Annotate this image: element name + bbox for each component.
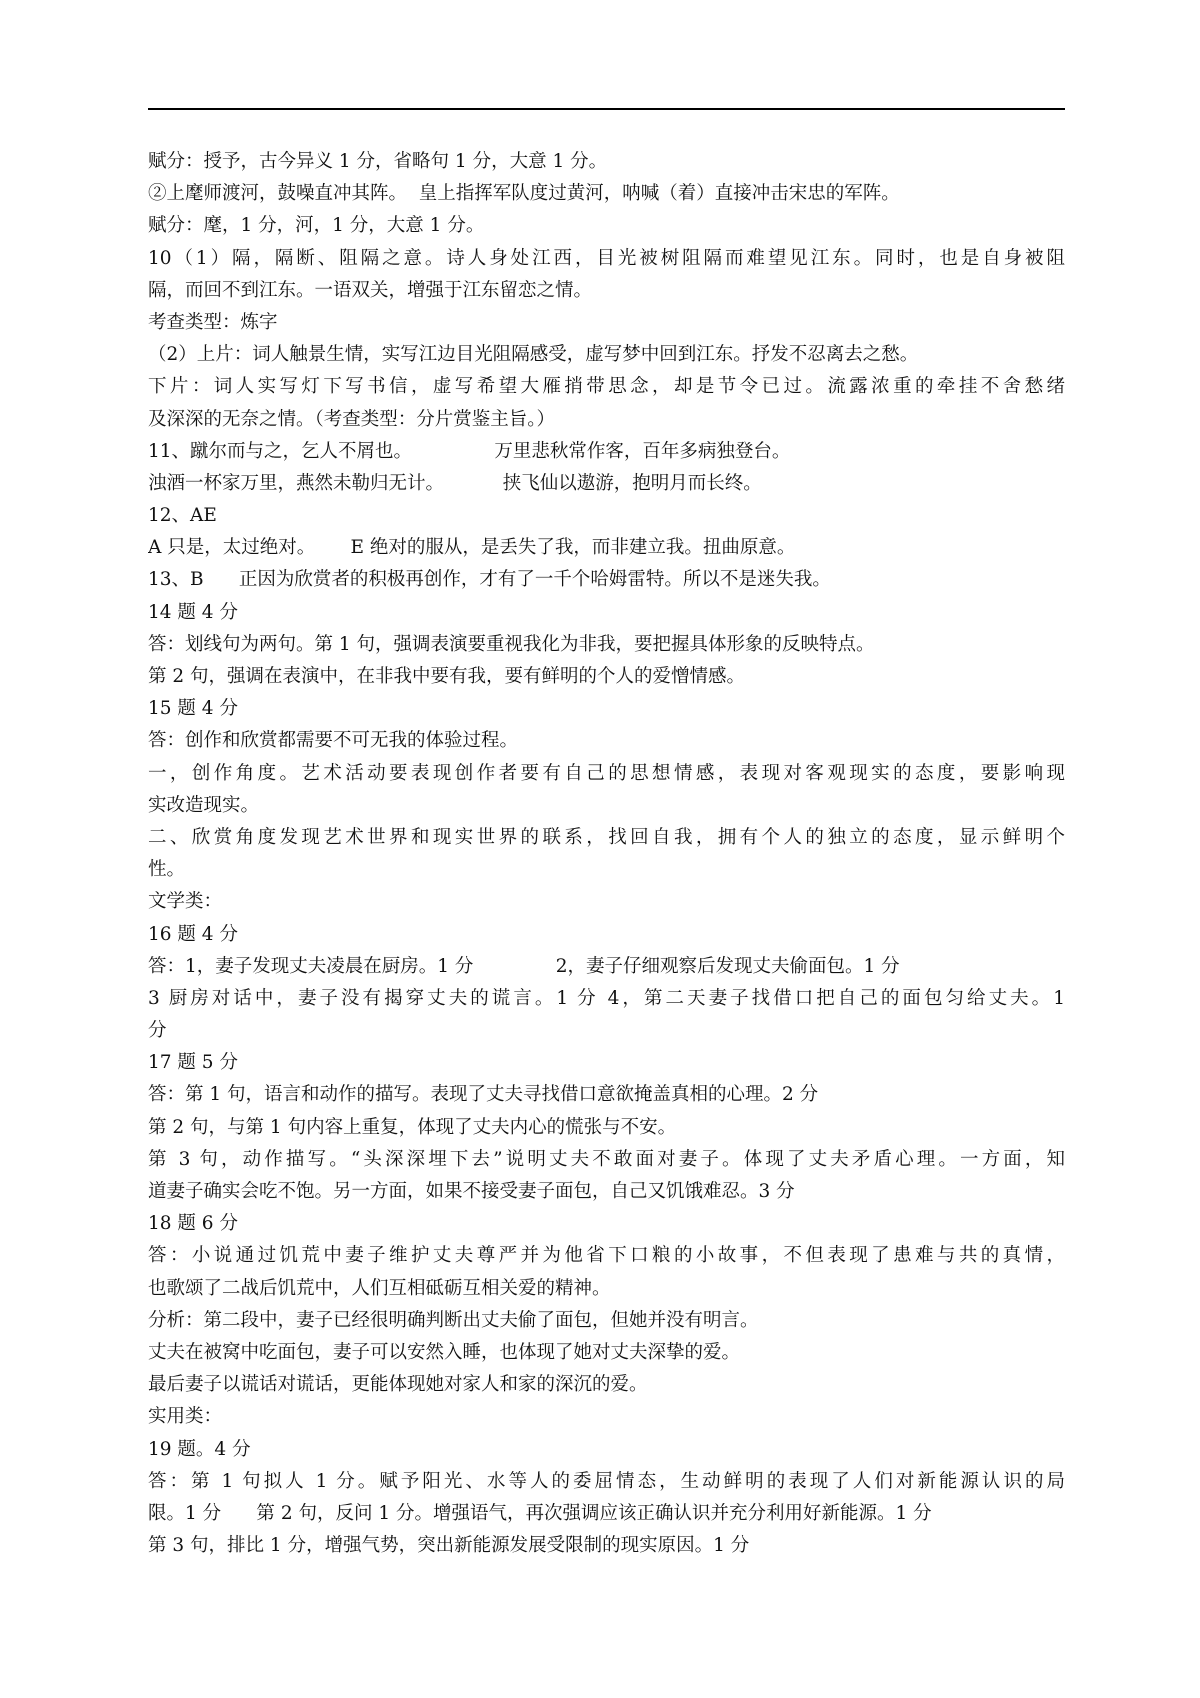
text-line: 第 2 句，与第 1 句内容上重复，体现了丈夫内心的慌张与不安。 bbox=[148, 1116, 677, 1138]
text-line: A 只是，太过绝对。 E 绝对的服从，是丢失了我，而非建立我。扭曲原意。 bbox=[148, 537, 796, 559]
text-line: 最后妻子以谎话对谎话，更能体现她对家人和家的深沉的爱。 bbox=[148, 1374, 648, 1396]
text-line: 也歌颂了二战后饥荒中，人们互相砥砺互相关爱的精神。 bbox=[148, 1277, 611, 1299]
text-line: 赋分：授予，古今异义 1 分，省略句 1 分，大意 1 分。 bbox=[148, 151, 608, 172]
text-line: 17 题 5 分 bbox=[148, 1052, 238, 1074]
text-line: 12、AE bbox=[148, 505, 217, 527]
text-line: 分析：第二段中，妻子已经很明确判断出丈夫偷了面包，但她并没有明言。 bbox=[148, 1309, 759, 1331]
text-line: 答：小说通过饥荒中妻子维护丈夫尊严并为他省下口粮的小故事，不但表现了患难与共的真情， bbox=[148, 1245, 1065, 1267]
text-line: 第 3 句，动作描写。“头深深埋下去”说明丈夫不敢面对妻子。体现了丈夫矛盾心理。一方面，知 bbox=[148, 1148, 1065, 1170]
text-line: 考查类型：炼字 bbox=[148, 311, 278, 333]
header-rule bbox=[148, 108, 1065, 110]
text-line: 浊酒一杯家万里，燕然未勒归无计。 挟飞仙以遨游，抱明月而长终。 bbox=[148, 472, 762, 494]
text-line: 下片：词人实写灯下写书信，虚写希望大雁捎带思念，却是节令已过。流露浓重的牵挂不舍愁绪 bbox=[148, 376, 1065, 398]
text-line: 限。1 分 第 2 句，反问 1 分。增强语气，再次强调应该正确认识并充分利用好新能源。1 分 bbox=[148, 1502, 932, 1524]
text-line: 一，创作角度。艺术活动要表现创作者要有自己的思想情感，表现对客观现实的态度，要影响现 bbox=[148, 762, 1065, 784]
text-line: 及深深的无奈之情。（考查类型：分片赏鉴主旨。） bbox=[148, 408, 556, 430]
text-line: 16 题 4 分 bbox=[148, 923, 238, 945]
text-line: 答：第 1 句，语言和动作的描写。表现了丈夫寻找借口意欲掩盖真相的心理。2 分 bbox=[148, 1084, 819, 1106]
text-line: 实用类： bbox=[148, 1406, 223, 1428]
text-line: 15 题 4 分 bbox=[148, 698, 238, 720]
text-line: 二、欣赏角度发现艺术世界和现实世界的联系，找回自我，拥有个人的独立的态度，显示鲜明个 bbox=[148, 826, 1065, 848]
text-line: 答：创作和欣赏都需要不可无我的体验过程。 bbox=[148, 730, 519, 752]
text-line: 隔，而回不到江东。一语双关，增强于江东留恋之情。 bbox=[148, 279, 593, 301]
text-line: 文学类： bbox=[148, 891, 223, 913]
text-line: 19 题。4 分 bbox=[148, 1438, 251, 1460]
text-line: 10（1）隔，隔断、阻隔之意。诗人身处江西，目光被树阻隔而难望见江东。同时，也是自身被阻 bbox=[148, 247, 1065, 269]
document-body bbox=[148, 146, 1065, 1562]
text-line: 第 2 句，强调在表演中，在非我中要有我，要有鲜明的个人的爱憎情感。 bbox=[148, 666, 746, 687]
text-line: 道妻子确实会吃不饱。另一方面，如果不接受妻子面包，自己又饥饿难忍。3 分 bbox=[148, 1181, 795, 1202]
text-line: 实改造现实。 bbox=[148, 794, 260, 816]
text-line: （2）上片：词人触景生情，实写江边目光阻隔感受，虚写梦中回到江东。抒发不忍离去之愁。 bbox=[148, 344, 919, 366]
text-line: 性。 bbox=[148, 859, 186, 881]
text-line: 答：划线句为两句。第 1 句，强调表演要重视我化为非我，要把握具体形象的反映特点。 bbox=[148, 633, 875, 655]
text-line: 18 题 6 分 bbox=[148, 1213, 238, 1235]
text-line: 3 厨房对话中，妻子没有揭穿丈夫的谎言。1 分 4，第二天妻子找借口把自己的面包匀给丈夫。1 bbox=[148, 987, 1065, 1009]
text-line: 11、蹴尔而与之，乞人不屑也。 万里悲秋常作客，百年多病独登台。 bbox=[148, 440, 791, 462]
text-line: 答：1，妻子发现丈夫凌晨在厨房。1 分 2，妻子仔细观察后发现丈夫偷面包。1 分 bbox=[148, 955, 900, 977]
text-line: 第 3 句，排比 1 分，增强气势，突出新能源发展受限制的现实原因。1 分 bbox=[148, 1535, 750, 1557]
text-line: 分 bbox=[148, 1020, 167, 1042]
text-line: 丈夫在被窝中吃面包，妻子可以安然入睡，也体现了她对丈夫深挚的爱。 bbox=[148, 1341, 741, 1363]
text-line: 14 题 4 分 bbox=[148, 601, 238, 623]
text-line: ②上麾师渡河，鼓噪直冲其阵。 皇上指挥军队度过黄河，呐喊（着）直接冲击宋忠的军阵。 bbox=[148, 183, 900, 205]
text-line: 答：第 1 句拟人 1 分。赋予阳光、水等人的委屈情态，生动鲜明的表现了人们对新能源认识的局 bbox=[148, 1470, 1065, 1492]
text-line: 13、B 正因为欣赏者的积极再创作，才有了一千个哈姆雷特。所以不是迷失我。 bbox=[148, 569, 831, 591]
text-line: 赋分：麾，1 分，河，1 分，大意 1 分。 bbox=[148, 215, 485, 237]
